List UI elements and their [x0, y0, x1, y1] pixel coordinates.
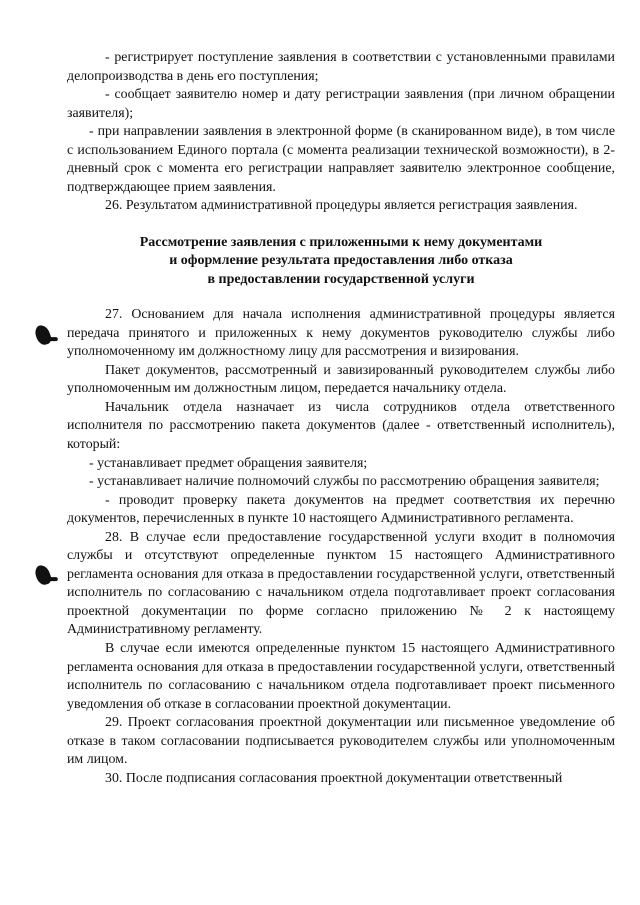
list-item-text: - при направлении заявления в электронной форме (в сканированном виде), в том числе с использованием Единого портала (с момента реализации технической возможности), в 2-дневный срок с момента его регистрации направляет заявителю электронное сообщение, подтверждающее прием заявления. [67, 124, 615, 195]
list-item-text: - сообщает заявителю номер и дату регистрации заявления (при личном обращении заявителя); [67, 87, 615, 121]
numbered-paragraph: 29. Проект согласования проектной документации или письменное уведомление об отказе в таком согласовании подписывается руководителем службы или уполномоченным им лицом. [67, 715, 615, 768]
section-heading [67, 234, 615, 289]
numbered-paragraph: 30. После подписания согласования проектной документации ответственный [105, 770, 563, 786]
numbered-paragraph: 26. Результатом административной процедуры является регистрация заявления. [105, 198, 578, 214]
numbered-paragraph: 28. В случае если предоставление государственной услуги входит в полномочия службы и отсутствуют определенные пунктом 15 настоящего Административного регламента основания для отказа в предоставлении государственной услуги, ответственный исполнитель по согласованию с начальником отдела подготавливает проект согласования проектной документации по форме согласно приложению № 2 к настоящему Административному регламенту. [67, 529, 615, 638]
body-paragraph: Пакет документов, рассмотренный и завизированный руководителем службы либо уполномоченным им должностным лицом, передается начальнику отдела. [67, 362, 615, 397]
body-paragraph: Начальник отдела назначает из числа сотрудников отдела ответственного исполнителя по рассмотрению пакета документов (далее - ответственный исполнитель), который: [67, 399, 615, 452]
ink-smudge-mark [33, 563, 52, 586]
heading-line: Рассмотрение заявления с приложенными к нему документами [139, 234, 543, 250]
list-item-text: - проводит проверку пакета документов на предмет соответствия их перечню документов, перечисленных в пункте 10 настоящего Административного регламента. [67, 492, 615, 527]
numbered-paragraph: 27. Основанием для начала исполнения административной процедуры является передача принятого и приложенных к нему документов руководителю службы либо уполномоченному им должностному лицу для рассмотрения и визирования. [67, 307, 615, 360]
document-body [67, 49, 615, 788]
list-item-text: - регистрирует поступление заявления в соответствии с установленными правилами делопроизводства в день его поступления; [67, 50, 615, 84]
list-item-text: - устанавливает наличие полномочий службы по рассмотрению обращения заявителя; [89, 474, 600, 490]
ink-smudge-mark [33, 323, 52, 346]
heading-line: и оформление результата предоставления либо отказа [169, 253, 513, 269]
heading-line: в предоставлении государственной услуги [207, 271, 475, 287]
list-item-text: - устанавливает предмет обращения заявителя; [89, 455, 368, 471]
body-paragraph: В случае если имеются определенные пунктом 15 настоящего Административного регламента основания для отказа в предоставлении государственной услуги, ответственный исполнитель по согласованию с начальником отдела подготавливает проект письменного уведомления об отказе в согласовании проектной документации. [67, 640, 615, 712]
